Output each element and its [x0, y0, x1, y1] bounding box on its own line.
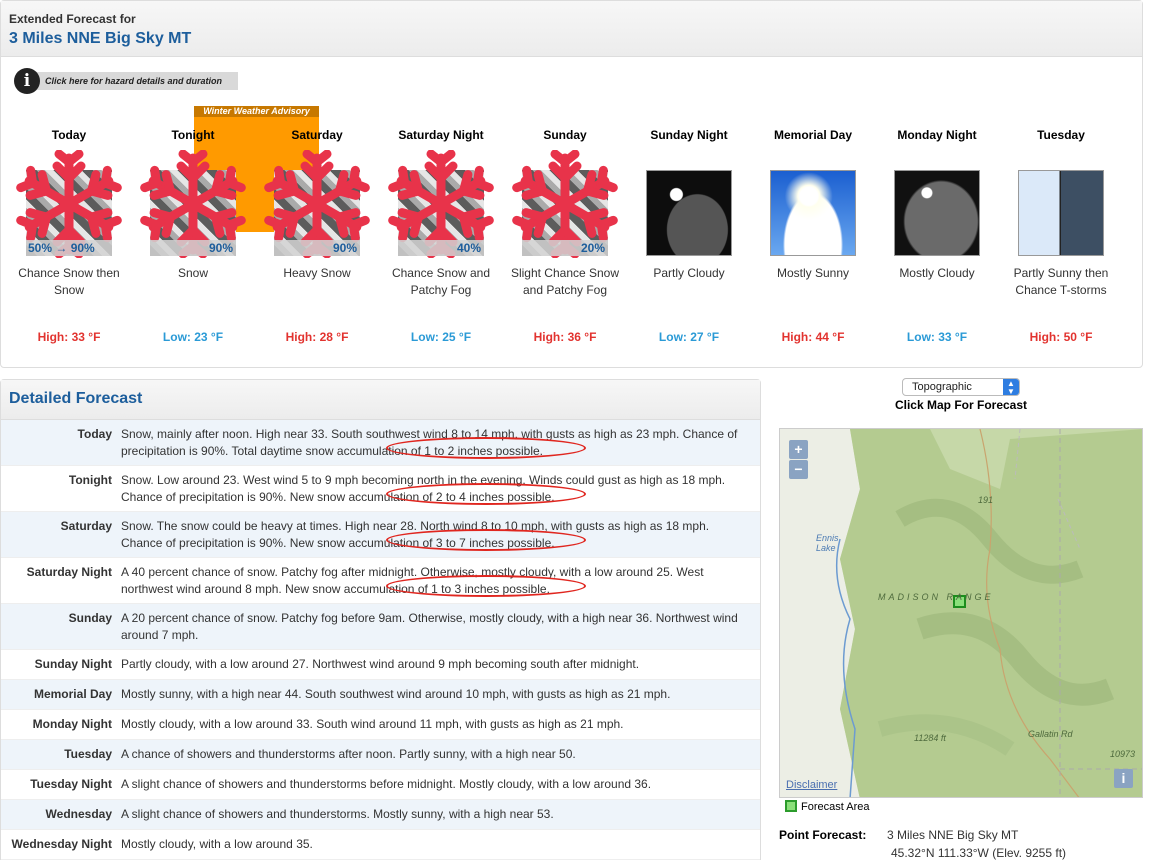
- topo-map-background[interactable]: [780, 429, 1143, 798]
- location-title: 3 Miles NNE Big Sky MT: [9, 30, 192, 47]
- snowflake-hazard-icon[interactable]: [274, 170, 360, 256]
- forecast-period[interactable]: [14, 127, 124, 344]
- forecast-period[interactable]: [262, 127, 372, 344]
- detailed-row-text: Snow. The snow could be heavy at times. High near 28. North wind 8 to 10 mph, with gusts as high as 18 mph. Chance of precipitation is 90%. New snow accumulation of 3 to 7 inches possible.: [121, 519, 710, 550]
- period-short-forecast: Mostly Cloudy: [899, 266, 975, 280]
- period-temperature: High: 36 °F: [533, 330, 597, 344]
- period-name: Saturday: [291, 128, 343, 142]
- map-label-lake: Ennis Lake: [816, 533, 839, 553]
- detailed-row-label: Sunday Night: [34, 657, 112, 671]
- precip-chance: 90%: [150, 240, 236, 256]
- forecast-period[interactable]: [1006, 127, 1116, 344]
- detailed-forecast: [0, 379, 761, 860]
- precip-chance: 20%: [522, 240, 608, 256]
- period-short-forecast: Partly Cloudy: [653, 266, 725, 280]
- forecast-period[interactable]: [510, 127, 620, 344]
- map-label-elevation: 10973: [1110, 749, 1136, 759]
- detailed-forecast-row: [1, 770, 760, 800]
- detailed-forecast-row: [1, 680, 760, 710]
- period-short-forecast: Heavy Snow: [283, 266, 351, 280]
- forecast-period[interactable]: [758, 127, 868, 344]
- snowflake-hazard-icon[interactable]: [26, 170, 112, 256]
- snowflake-hazard-icon[interactable]: [398, 170, 484, 256]
- detailed-row-label: Tuesday: [64, 747, 112, 761]
- detailed-row-label: Memorial Day: [33, 687, 112, 701]
- detailed-row-text: A slight chance of showers and thunderstorms. Mostly sunny, with a high near 53.: [121, 807, 554, 821]
- point-forecast-label: Point Forecast:: [779, 828, 867, 842]
- detailed-row-text: Mostly sunny, with a high near 44. South southwest wind around 10 mph, with gusts as high as 21 mph.: [121, 687, 671, 701]
- mostly-cloudy-night-icon[interactable]: [894, 170, 980, 256]
- detailed-forecast-row: [1, 740, 760, 770]
- point-forecast-coords: 45.32°N 111.33°W (Elev. 9255 ft): [891, 846, 1067, 860]
- detailed-row-text: A 40 percent chance of snow. Patchy fog after midnight. Otherwise, mostly cloudy, with a low around 25. West northwest wind around 8 mph. New snow accumulation of 1 to 3 inches possible.: [121, 565, 704, 596]
- precip-chance: 40%: [398, 240, 484, 256]
- panel-title: Extended Forecast for: [9, 12, 136, 26]
- detailed-row-text: Mostly cloudy, with a low around 33. South wind around 11 mph, with gusts as high as 21 mph.: [121, 717, 624, 731]
- map-label-range: MADISON RANGE: [878, 592, 994, 602]
- period-temperature: Low: 23 °F: [162, 330, 224, 344]
- period-name: Saturday Night: [398, 128, 484, 142]
- detailed-row-text: Mostly cloudy, with a low around 35.: [121, 837, 313, 851]
- advisory-label[interactable]: Winter Weather Advisory: [194, 106, 319, 117]
- map-label-hwy: 191: [978, 495, 994, 505]
- detailed-forecast-row: [1, 512, 760, 558]
- detailed-forecast-row: [1, 558, 760, 604]
- detailed-row-text: Partly cloudy, with a low around 27. Northwest wind around 9 mph becoming south after midnight.: [121, 657, 640, 671]
- period-temperature: Low: 33 °F: [906, 330, 968, 344]
- detailed-row-label: Wednesday: [45, 807, 112, 821]
- detailed-forecast-row: [1, 830, 760, 860]
- period-name: Sunday: [543, 128, 587, 142]
- period-short-forecast: Partly Sunny then Chance T-storms: [1013, 266, 1109, 297]
- detailed-row-text: A slight chance of showers and thunderstorms before midnight. Mostly cloudy, with a low around 36.: [121, 777, 652, 791]
- detailed-forecast-row: [1, 650, 760, 680]
- mostly-sunny-icon[interactable]: [770, 170, 856, 256]
- zoom-out-button[interactable]: −: [789, 460, 808, 479]
- forecast-area-swatch: [785, 800, 797, 812]
- period-name: Sunday Night: [650, 128, 728, 142]
- detailed-row-label: Today: [77, 427, 112, 441]
- detailed-row-label: Saturday: [60, 519, 112, 533]
- period-name: Tuesday: [1037, 128, 1085, 142]
- forecast-period[interactable]: [634, 127, 744, 344]
- forecast-period[interactable]: [138, 127, 248, 344]
- forecast-period[interactable]: [386, 127, 496, 344]
- period-short-forecast: Chance Snow then Snow: [18, 266, 120, 297]
- detailed-row-text: Snow. Low around 23. West wind 5 to 9 mph becoming north in the evening. Winds could gust as high as 18 mph. Chance of precipitation is 90%. New snow accumulation of 2 to 4 inches possible.: [121, 473, 726, 504]
- hazard-details-label[interactable]: Click here for hazard details and duration: [26, 72, 238, 90]
- point-forecast: [779, 828, 1067, 860]
- map-label-road: Gallatin Rd: [1028, 729, 1073, 739]
- detailed-forecast-title: Detailed Forecast: [1, 380, 760, 420]
- period-temperature: High: 44 °F: [781, 330, 845, 344]
- period-name: Memorial Day: [773, 128, 853, 142]
- detailed-row-text: A 20 percent chance of snow. Patchy fog before 9am. Otherwise, mostly cloudy, with a high near 36. Northwest wind around 7 mph.: [121, 611, 738, 642]
- period-short-forecast: Chance Snow and Patchy Fog: [391, 266, 491, 297]
- forecast-area-legend: [785, 800, 869, 813]
- disclaimer-link[interactable]: Disclaimer: [786, 779, 838, 791]
- forecast-period[interactable]: [882, 127, 992, 344]
- detailed-forecast-row: [1, 604, 760, 650]
- period-temperature: High: 33 °F: [37, 330, 101, 344]
- partly-cloudy-night-icon[interactable]: [646, 170, 732, 256]
- period-name: Monday Night: [897, 128, 977, 142]
- point-forecast-location: 3 Miles NNE Big Sky MT: [887, 828, 1019, 842]
- zoom-in-button[interactable]: +: [789, 440, 808, 459]
- detailed-row-label: Tuesday Night: [30, 777, 112, 791]
- map-label-elevation: 11284 ft: [914, 733, 946, 743]
- panel-header: [1, 1, 1142, 57]
- detailed-forecast-row: [1, 466, 760, 512]
- period-temperature: Low: 25 °F: [410, 330, 472, 344]
- select-arrows-icon[interactable]: ▲ ▼: [1003, 379, 1019, 395]
- period-temperature: Low: 27 °F: [658, 330, 720, 344]
- period-temperature: High: 28 °F: [285, 330, 349, 344]
- forecast-area-label: Forecast Area: [801, 801, 870, 813]
- snowflake-hazard-icon[interactable]: [150, 170, 236, 256]
- map-layer-value[interactable]: Topographic: [912, 381, 972, 393]
- period-name: Tonight: [171, 128, 215, 142]
- detailed-forecast-row: [1, 800, 760, 830]
- detailed-forecast-row: [1, 420, 760, 466]
- period-short-forecast: Slight Chance Snow and Patchy Fog: [510, 266, 620, 297]
- snowflake-hazard-icon[interactable]: [522, 170, 608, 256]
- hazard-details-button[interactable]: [14, 68, 238, 94]
- forecast-map[interactable]: [779, 428, 1143, 798]
- period-temperature: High: 50 °F: [1029, 330, 1093, 344]
- detailed-row-label: Monday Night: [32, 717, 112, 731]
- partly-sunny-tstorm-icon[interactable]: [1018, 170, 1104, 256]
- detailed-row-text: A chance of showers and thunderstorms after noon. Partly sunny, with a high near 50.: [121, 747, 576, 761]
- detailed-row-label: Saturday Night: [26, 565, 112, 579]
- map-caption: Click Map For Forecast: [894, 398, 1028, 412]
- map-info-button[interactable]: i: [1114, 769, 1133, 788]
- period-name: Today: [51, 128, 87, 142]
- detailed-row-label: Tonight: [68, 473, 112, 487]
- precip-chance: 90%: [274, 240, 360, 256]
- detailed-row-label: Sunday: [68, 611, 112, 625]
- map-layer-select[interactable]: [902, 378, 1020, 396]
- detailed-row-label: Wednesday Night: [11, 837, 112, 851]
- detailed-row-text: Snow, mainly after noon. High near 33. South southwest wind 8 to 14 mph, with gusts as high as 23 mph. Chance of precipitation is 90%. Total daytime snow accumulation of 1 to 2 inches possible.: [121, 427, 738, 458]
- period-short-forecast: Snow: [177, 266, 209, 280]
- info-icon[interactable]: i: [14, 68, 40, 94]
- precip-chance: 50% → 90%: [26, 240, 112, 256]
- detailed-forecast-row: [1, 710, 760, 740]
- period-short-forecast: Mostly Sunny: [776, 266, 850, 280]
